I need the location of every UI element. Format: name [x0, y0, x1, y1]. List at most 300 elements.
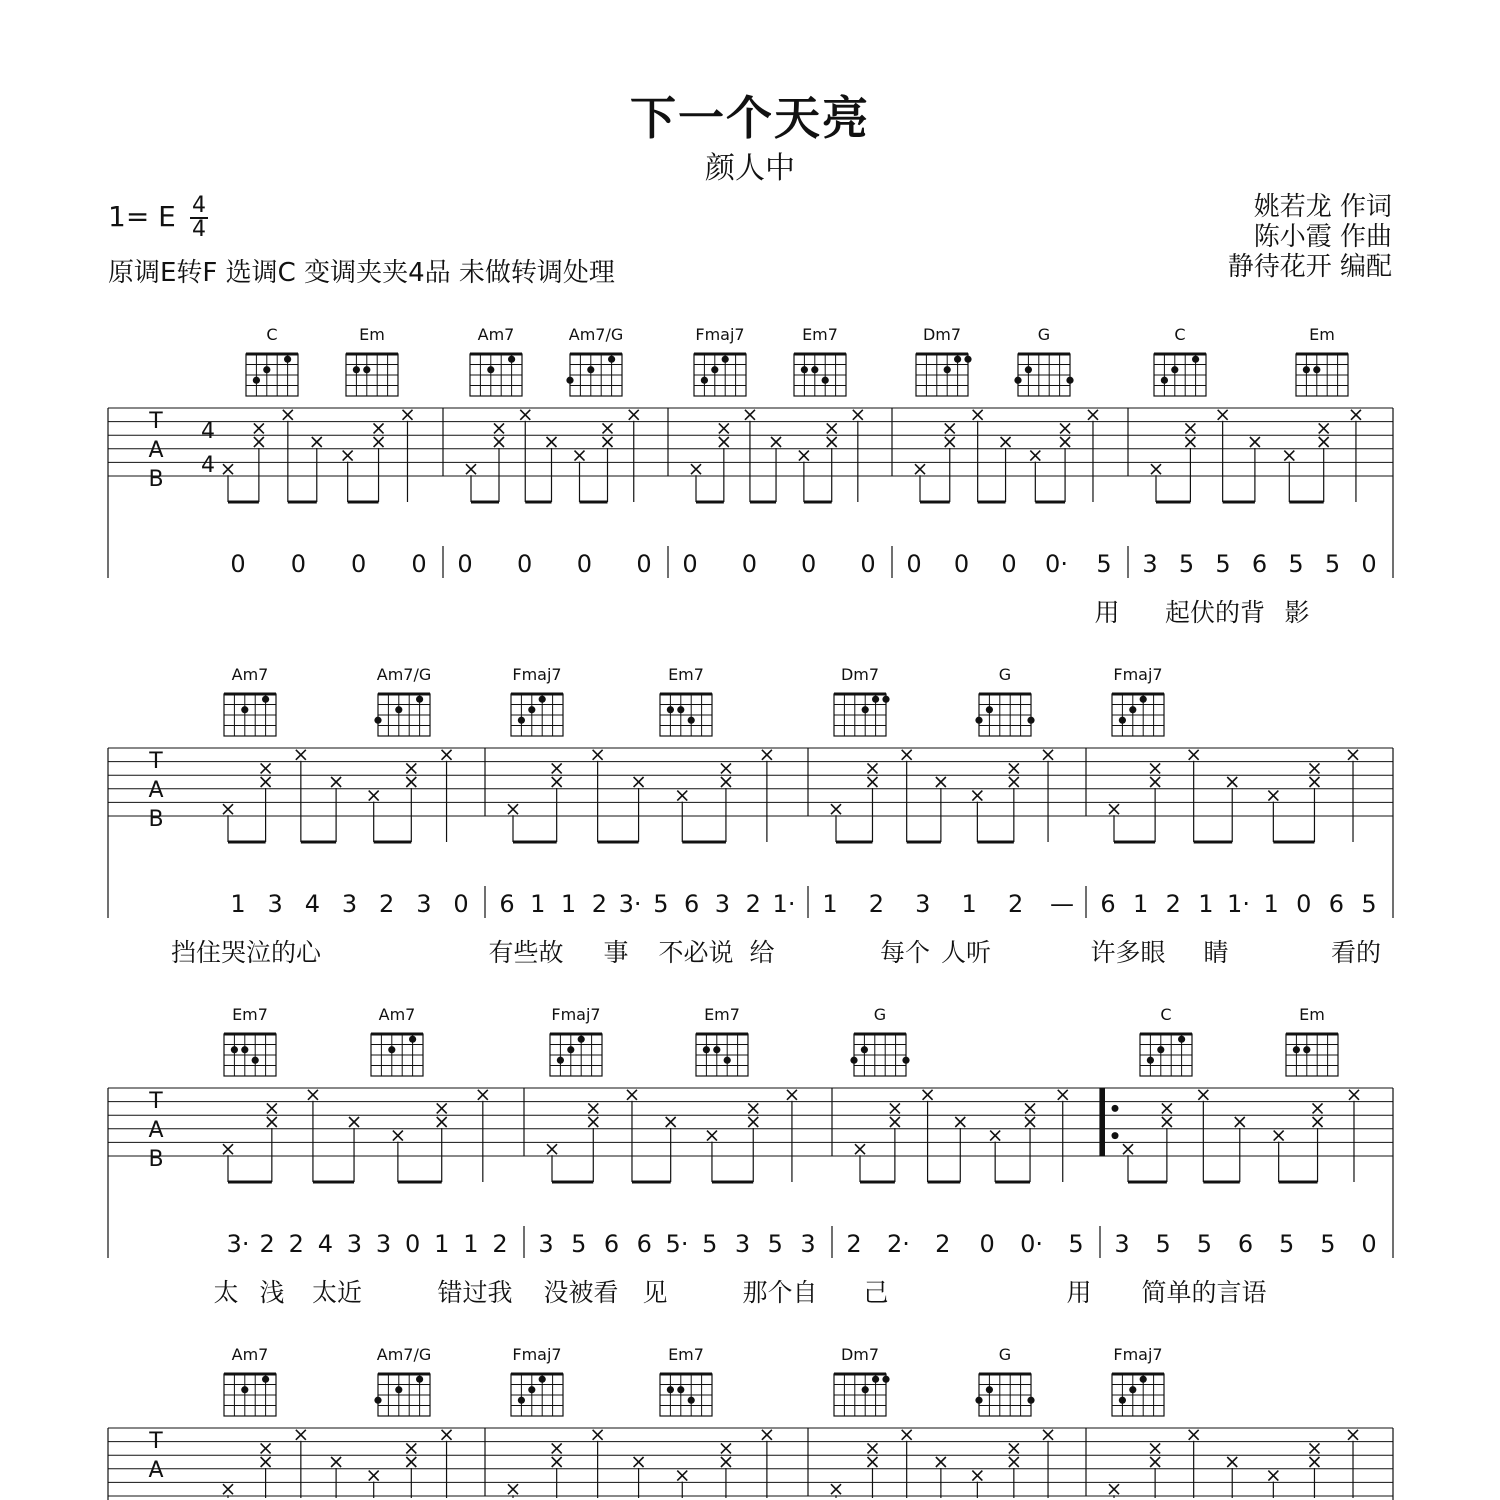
- chord-dot: [882, 1376, 889, 1383]
- jianpu-note: 2: [288, 1230, 304, 1258]
- lyric-text: 挡住哭泣的心: [170, 938, 322, 967]
- jianpu-note: 5: [1196, 1230, 1212, 1258]
- tab-x-mark: [349, 1117, 359, 1127]
- chord-name: Am7: [231, 1345, 269, 1364]
- jianpu-note: 6: [499, 890, 515, 918]
- chord-dot: [608, 356, 615, 363]
- tab-x-mark: [261, 777, 271, 787]
- jianpu-note: 0·: [1020, 1230, 1044, 1258]
- chord-diagram: [1112, 665, 1164, 736]
- tab-letter: A: [148, 438, 164, 463]
- chord-dot: [353, 366, 360, 373]
- chord-dot: [1119, 1397, 1126, 1404]
- chord-name: Am7/G: [568, 325, 624, 344]
- tab-x-mark: [634, 1457, 644, 1467]
- jianpu-note: 5: [1320, 1230, 1336, 1258]
- lyric-text: 起伏的背: [1164, 598, 1266, 627]
- tab-x-mark: [547, 437, 557, 447]
- jianpu-note: 0: [405, 1230, 421, 1258]
- tab-x-mark: [1313, 1103, 1323, 1113]
- chord-dot: [1066, 377, 1073, 384]
- tab-x-mark: [593, 1430, 603, 1440]
- chord-diagram: [696, 1005, 748, 1076]
- tab-x-mark: [945, 423, 955, 433]
- tab-x-mark: [552, 1443, 562, 1453]
- chord-dot: [902, 1057, 909, 1064]
- tab-x-mark: [442, 1430, 452, 1440]
- jianpu-note: 2: [259, 1230, 275, 1258]
- chord-dot: [1014, 377, 1021, 384]
- chord-dot: [861, 1046, 868, 1053]
- time-signature-bottom: 4: [192, 217, 206, 242]
- tab-x-mark: [223, 804, 233, 814]
- chord-dot: [677, 1386, 684, 1393]
- chord-dot: [986, 1386, 993, 1393]
- tab-x-mark: [437, 1103, 447, 1113]
- jianpu-note: 6: [1237, 1230, 1254, 1258]
- jianpu-note: 6: [636, 1230, 652, 1258]
- jianpu-note: 2: [1165, 890, 1181, 918]
- chord-diagram: [566, 325, 623, 396]
- jianpu-note: 5: [702, 1230, 718, 1258]
- chord-diagram: [1014, 325, 1073, 396]
- chord-dot: [1178, 1036, 1185, 1043]
- tab-x-mark: [437, 1117, 447, 1127]
- chord-name: Em7: [802, 325, 838, 344]
- jianpu-note: 0: [576, 550, 592, 578]
- jianpu-note: 5: [1324, 550, 1341, 578]
- jianpu-note: 3: [1142, 550, 1158, 578]
- tab-x-mark: [1009, 763, 1019, 773]
- tab-x-mark: [902, 750, 912, 760]
- tab-x-mark: [402, 410, 412, 420]
- chord-name: Fmaj7: [512, 1345, 562, 1364]
- chord-name: C: [266, 325, 278, 344]
- tab-x-mark: [603, 437, 613, 447]
- tab-x-mark: [254, 437, 264, 447]
- chord-dot: [811, 366, 818, 373]
- jianpu-note: 0: [230, 550, 246, 578]
- tab-x-mark: [296, 1430, 306, 1440]
- tab-x-mark: [494, 437, 504, 447]
- jianpu-note: 0: [457, 550, 473, 578]
- tab-x-mark: [261, 1443, 271, 1453]
- tab-x-mark: [1162, 1103, 1172, 1113]
- lyric-text: 见: [642, 1278, 668, 1307]
- tab-x-mark: [719, 437, 729, 447]
- tab-x-mark: [1025, 1117, 1035, 1127]
- tab-x-mark: [331, 1457, 341, 1467]
- jianpu-note: 5: [1155, 1230, 1171, 1258]
- tab-x-mark: [1218, 410, 1228, 420]
- chord-dot: [862, 1386, 869, 1393]
- tab-x-mark: [890, 1117, 900, 1127]
- jianpu-note: 5: [1215, 550, 1231, 578]
- chord-diagram: [511, 1345, 563, 1416]
- tab-x-mark: [261, 763, 271, 773]
- chord-dot: [1129, 706, 1136, 713]
- jianpu-note: 1: [434, 1230, 450, 1258]
- singer-name: 颜人中: [705, 151, 795, 186]
- tab-x-mark: [936, 1457, 946, 1467]
- chord-diagram: [975, 665, 1034, 736]
- chord-diagram: [224, 1005, 276, 1076]
- chord-name: Em7: [232, 1005, 268, 1024]
- tab-x-mark: [312, 437, 322, 447]
- tab-x-mark: [374, 437, 384, 447]
- chord-dot: [241, 706, 248, 713]
- chord-name: Fmaj7: [551, 1005, 601, 1024]
- tab-x-mark: [478, 1090, 488, 1100]
- chord-name: Em7: [668, 665, 704, 684]
- chord-dot: [578, 1036, 585, 1043]
- repeat-dot: [1112, 1132, 1119, 1139]
- tab-x-mark: [721, 777, 731, 787]
- jianpu-note: 3: [734, 1230, 751, 1258]
- jianpu-note: 0: [1361, 1230, 1377, 1258]
- tab-x-mark: [721, 1443, 731, 1453]
- jianpu-note: 2: [846, 1230, 862, 1258]
- jianpu-note: 2: [868, 890, 885, 918]
- jianpu-note: —: [1050, 890, 1074, 918]
- tab-x-mark: [374, 423, 384, 433]
- tab-x-mark: [721, 763, 731, 773]
- tab-x-mark: [748, 1117, 758, 1127]
- tab-x-mark: [745, 410, 755, 420]
- jianpu-note: 3·: [618, 890, 642, 918]
- chord-dot: [688, 1397, 695, 1404]
- jianpu-note: 1: [230, 890, 246, 918]
- chord-dot: [711, 366, 718, 373]
- tab-x-mark: [369, 791, 379, 801]
- tab-x-mark: [552, 1457, 562, 1467]
- jianpu-note: 3: [538, 1230, 554, 1258]
- tab-x-mark: [1351, 410, 1361, 420]
- tab-x-mark: [955, 1117, 965, 1127]
- chord-dot: [231, 1046, 238, 1053]
- jianpu-note: 1·: [772, 890, 796, 918]
- tab-time-bottom: 4: [201, 453, 215, 478]
- chord-name: Dm7: [840, 1345, 880, 1364]
- tab-x-mark: [283, 410, 293, 420]
- chord-dot: [518, 717, 525, 724]
- chord-dot: [539, 696, 546, 703]
- chord-name: Em: [359, 325, 385, 344]
- jianpu-note: 5·: [665, 1230, 689, 1258]
- chord-name: Dm7: [922, 325, 962, 344]
- chord-dot: [262, 1376, 269, 1383]
- chord-diagram: [834, 665, 890, 736]
- tab-x-mark: [406, 1457, 416, 1467]
- tab-x-mark: [677, 1471, 687, 1481]
- jianpu-note: 0: [290, 550, 306, 578]
- tab-x-mark: [588, 1117, 598, 1127]
- tab-x-mark: [867, 777, 877, 787]
- jianpu-note: 0: [979, 1230, 995, 1258]
- jianpu-note: 6: [1328, 890, 1345, 918]
- chord-dot: [667, 706, 674, 713]
- tab-x-mark: [1185, 437, 1195, 447]
- jianpu-note: 2: [935, 1230, 951, 1258]
- tab-x-mark: [1309, 777, 1319, 787]
- chord-dot: [850, 1057, 857, 1064]
- tab-x-mark: [1123, 1144, 1133, 1154]
- tab-x-mark: [853, 410, 863, 420]
- jianpu-note: 3: [1114, 1230, 1130, 1258]
- tab-x-mark: [520, 410, 530, 420]
- tab-x-mark: [1088, 410, 1098, 420]
- chord-dot: [395, 706, 402, 713]
- chord-dot: [374, 717, 381, 724]
- lyric-text: 太: [213, 1278, 239, 1307]
- tab-letter: T: [149, 1429, 163, 1454]
- tab-x-mark: [466, 464, 476, 474]
- jianpu-note: 5: [767, 1230, 783, 1258]
- chord-diagram: [916, 325, 972, 396]
- tab-x-mark: [748, 1103, 758, 1113]
- jianpu-note: 1·: [1227, 890, 1250, 918]
- lyric-text: 许多眼: [1090, 938, 1166, 967]
- tab-x-mark: [494, 423, 504, 433]
- tab-letter: A: [148, 1118, 164, 1143]
- chord-dot: [528, 706, 535, 713]
- chord-diagram: [371, 1005, 423, 1076]
- tab-x-mark: [902, 1430, 912, 1440]
- tab-x-mark: [762, 1430, 772, 1440]
- tab-x-mark: [627, 1090, 637, 1100]
- chord-dot: [409, 1036, 416, 1043]
- tab-x-mark: [406, 763, 416, 773]
- chord-dot: [688, 717, 695, 724]
- chord-name: G: [873, 1005, 887, 1024]
- tab-x-mark: [1030, 451, 1040, 461]
- tab-x-mark: [508, 804, 518, 814]
- chord-dot: [1293, 1046, 1300, 1053]
- lyric-text: 不必说: [658, 938, 734, 967]
- tab-x-mark: [1109, 804, 1119, 814]
- chord-name: Em7: [704, 1005, 740, 1024]
- tab-x-mark: [296, 750, 306, 760]
- tab-x-mark: [575, 451, 585, 461]
- jianpu-note: 0: [682, 550, 698, 578]
- jianpu-note: 5: [1279, 1230, 1295, 1258]
- chord-dot: [801, 366, 808, 373]
- tab-x-mark: [1189, 750, 1199, 760]
- jianpu-note: 2: [492, 1230, 508, 1258]
- chord-dot: [508, 356, 515, 363]
- tab-x-mark: [343, 451, 353, 461]
- tab-x-mark: [406, 1443, 416, 1453]
- jianpu-note: 3: [341, 890, 358, 918]
- jianpu-note: 0: [1001, 550, 1017, 578]
- tab-x-mark: [1274, 1131, 1284, 1141]
- jianpu-note: 3: [375, 1230, 392, 1258]
- chord-dot: [677, 706, 684, 713]
- tab-x-mark: [1009, 1443, 1019, 1453]
- chord-dot: [975, 717, 982, 724]
- tab-letter: B: [148, 467, 164, 492]
- tab-x-mark: [666, 1117, 676, 1127]
- song-title: 下一个天亮: [630, 91, 870, 145]
- chord-diagram: [975, 1345, 1034, 1416]
- lyric-text: 每个: [879, 938, 931, 967]
- chord-dot: [1025, 366, 1032, 373]
- chord-name: G: [998, 665, 1012, 684]
- chord-diagram: [1140, 1005, 1192, 1076]
- chord-name: C: [1160, 1005, 1172, 1024]
- jianpu-note: 0: [1361, 550, 1377, 578]
- chord-dot: [1119, 717, 1126, 724]
- jianpu-note: 0: [906, 550, 922, 578]
- jianpu-note: 2: [591, 890, 607, 918]
- chord-dot: [872, 696, 879, 703]
- tab-x-mark: [719, 423, 729, 433]
- credit-arranger: 静待花开 编配: [1227, 252, 1392, 282]
- tab-x-mark: [1150, 763, 1160, 773]
- jianpu-note: 6: [1100, 890, 1116, 918]
- chord-name: Fmaj7: [695, 325, 745, 344]
- tab-x-mark: [1060, 423, 1070, 433]
- tab-x-mark: [1009, 1457, 1019, 1467]
- jianpu-note: 3: [416, 890, 432, 918]
- tab-x-mark: [831, 804, 841, 814]
- tab-x-mark: [331, 777, 341, 787]
- chord-diagram: [660, 665, 712, 736]
- chord-diagram: [550, 1005, 602, 1076]
- tab-x-mark: [867, 1457, 877, 1467]
- chord-dot: [241, 1386, 248, 1393]
- tab-x-mark: [972, 1471, 982, 1481]
- tab-x-mark: [1227, 777, 1237, 787]
- chord-dot: [724, 1057, 731, 1064]
- tab-x-mark: [406, 777, 416, 787]
- chord-dot: [1303, 1046, 1310, 1053]
- jianpu-note: 2: [745, 890, 761, 918]
- tab-x-mark: [936, 777, 946, 787]
- tab-x-mark: [442, 750, 452, 760]
- lyric-text: 没被看: [543, 1278, 619, 1307]
- tab-x-mark: [1313, 1117, 1323, 1127]
- jianpu-note: 5: [1361, 890, 1377, 918]
- chord-dot: [1192, 356, 1199, 363]
- tab-x-mark: [762, 750, 772, 760]
- chord-name: Am7/G: [376, 665, 432, 684]
- tab-x-mark: [603, 423, 613, 433]
- tab-x-mark: [890, 1103, 900, 1113]
- chord-name: Fmaj7: [512, 665, 562, 684]
- chord-diagram: [834, 1345, 890, 1416]
- lyric-text: 看的: [1330, 938, 1382, 967]
- chord-dot: [862, 706, 869, 713]
- lyric-text: 睛: [1203, 938, 1229, 967]
- tab-letter: A: [148, 778, 164, 803]
- jianpu-note: 4: [317, 1230, 333, 1258]
- tab-x-mark: [1348, 1430, 1358, 1440]
- chord-dot: [1171, 366, 1178, 373]
- chord-diagram: [1296, 325, 1348, 396]
- lyric-text: 用: [1066, 1278, 1092, 1307]
- time-signature-top: 4: [192, 193, 206, 218]
- jianpu-note: 1: [961, 890, 977, 918]
- chord-name: Em: [1309, 325, 1335, 344]
- chord-diagram: [1154, 325, 1206, 396]
- tab-x-mark: [1025, 1103, 1035, 1113]
- jianpu-note: 1: [822, 890, 838, 918]
- tab-x-mark: [1150, 1457, 1160, 1467]
- lyric-text: 浅: [259, 1278, 285, 1307]
- chord-dot: [587, 366, 594, 373]
- chord-name: Em: [1299, 1005, 1325, 1024]
- jianpu-note: 4: [304, 890, 320, 918]
- jianpu-note: 6: [1251, 550, 1268, 578]
- chord-diagram: [1286, 1005, 1338, 1076]
- jianpu-note: 0: [636, 550, 652, 578]
- chord-dot: [722, 356, 729, 363]
- chord-name: Dm7: [840, 665, 880, 684]
- chord-dot: [253, 377, 260, 384]
- chord-dot: [964, 356, 971, 363]
- chord-dot: [487, 366, 494, 373]
- chord-dot: [518, 1397, 525, 1404]
- chord-name: C: [1174, 325, 1186, 344]
- tab-x-mark: [552, 763, 562, 773]
- jianpu-note: 0: [953, 550, 970, 578]
- tab-x-mark: [629, 410, 639, 420]
- tab-x-mark: [508, 1484, 518, 1494]
- chord-dot: [872, 1376, 879, 1383]
- jianpu-note: 5: [653, 890, 669, 918]
- chord-dot: [1161, 377, 1168, 384]
- tab-x-mark: [1268, 791, 1278, 801]
- tab-x-mark: [827, 437, 837, 447]
- jianpu-note: 3·: [226, 1230, 250, 1258]
- jianpu-note: 5: [1068, 1230, 1084, 1258]
- tab-x-mark: [254, 423, 264, 433]
- chord-dot: [1027, 1397, 1034, 1404]
- chord-diagram: [511, 665, 563, 736]
- jianpu-note: 1: [1198, 890, 1214, 918]
- repeat-dot: [1112, 1105, 1119, 1112]
- tab-x-mark: [1009, 777, 1019, 787]
- tab-x-mark: [1348, 750, 1358, 760]
- tab-x-mark: [1151, 464, 1161, 474]
- tab-letter: T: [149, 749, 163, 774]
- tab-x-mark: [972, 791, 982, 801]
- tab-x-mark: [1060, 437, 1070, 447]
- tab-time-top: 4: [201, 419, 215, 444]
- tab-x-mark: [1349, 1090, 1359, 1100]
- tab-letter: B: [148, 1147, 164, 1172]
- chord-dot: [284, 356, 291, 363]
- jianpu-note: 3: [346, 1230, 363, 1258]
- tab-x-mark: [1268, 1471, 1278, 1481]
- chord-dot: [1303, 366, 1310, 373]
- chord-diagram: [1112, 1345, 1164, 1416]
- chord-dot: [388, 1046, 395, 1053]
- chord-dot: [701, 377, 708, 384]
- tab-x-mark: [1150, 1443, 1160, 1453]
- tab-x-mark: [691, 464, 701, 474]
- chord-diagram: [224, 1345, 276, 1416]
- tab-x-mark: [771, 437, 781, 447]
- chord-dot: [539, 1376, 546, 1383]
- tab-letter: T: [149, 1089, 163, 1114]
- tab-x-mark: [588, 1103, 598, 1113]
- tab-x-mark: [1319, 423, 1329, 433]
- tab-letter: B: [148, 807, 164, 832]
- tab-x-mark: [867, 1443, 877, 1453]
- tab-x-mark: [973, 410, 983, 420]
